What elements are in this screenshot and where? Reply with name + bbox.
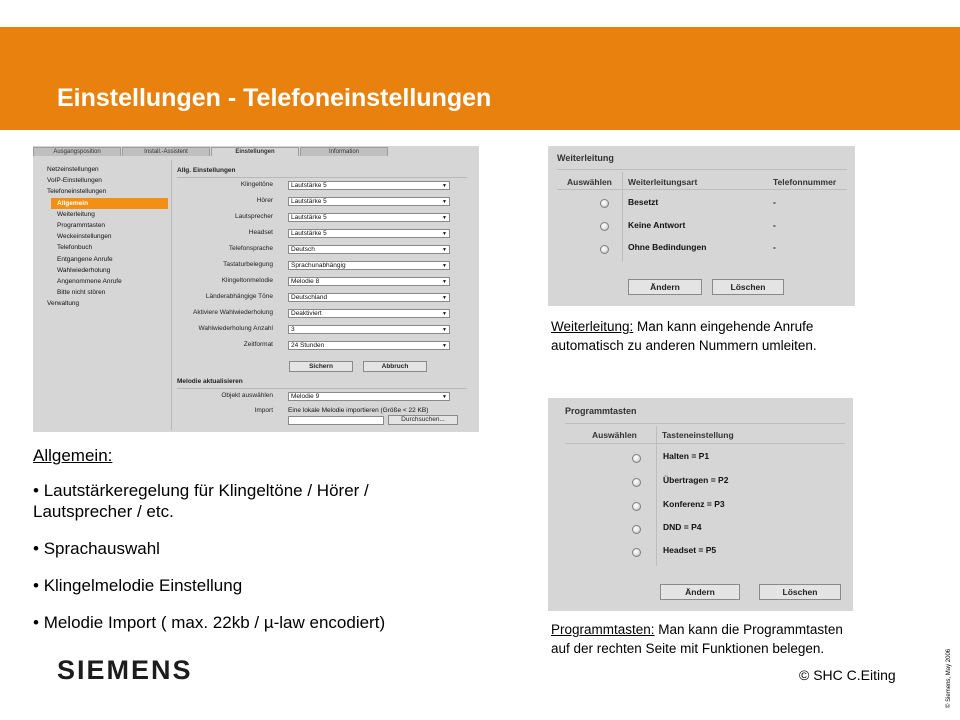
col-header-number: Telefonnummer [773,177,837,187]
delete-button[interactable]: Löschen [759,584,841,600]
sidebar-item-telefonbuch[interactable]: Telefonbuch [57,244,93,252]
cancel-button[interactable]: Abbruch [363,361,427,372]
field-label-telefonsprache: Telefonsprache [228,245,273,252]
general-heading: Allgemein: [33,446,113,465]
field-label-klingeltoene: Klingeltöne [240,181,273,188]
field-label-klingeltonmelodie: Klingeltonmelodie [221,277,273,284]
field-label-tastaturbelegung: Tastaturbelegung [223,261,273,268]
sidebar-item-entgangene-anrufe[interactable]: Entgangene Anrufe [57,255,113,263]
chevron-down-icon: ▼ [442,327,447,333]
radio-key-p3[interactable] [632,502,641,511]
sidebar-item-weiterleitung[interactable]: Weiterleitung [57,210,95,218]
program-keys-screenshot [548,398,853,611]
select-telefonsprache[interactable] [288,245,450,254]
chevron-down-icon: ▼ [442,199,447,205]
row-type: Besetzt [628,197,659,207]
select-value: 3 [291,326,295,333]
bullet-item: • Klingelmelodie Einstellung [33,576,243,595]
col-header-type: Weiterleitungsart [628,177,698,187]
sidebar-item-bitte-nicht-stoeren[interactable]: Bitte nicht stören [57,289,106,297]
field-label-hoerer: Hörer [256,197,273,204]
key-setting: Halten = P1 [663,451,710,461]
save-button[interactable]: Sichern [289,361,353,372]
select-value: Lautstärke 5 [291,230,327,237]
row-number: - [773,197,776,207]
tab-einstellungen[interactable]: Einstellungen [211,147,299,156]
change-button[interactable]: Ändern [660,584,740,600]
select-value: Deutsch [291,246,315,253]
field-label-zeitformat: Zeitformat [243,341,273,348]
row-type: Ohne Bedindungen [628,242,707,252]
sidebar-item-telefoneinstellungen[interactable]: Telefoneinstellungen [47,188,107,196]
caption-label: Programmtasten: [551,622,655,637]
field-label-laenderabhaengige-toene: Länderabhängige Töne [205,293,273,300]
import-file-input[interactable] [288,416,384,425]
panel-rule [557,189,847,190]
radio-besetzt[interactable] [600,199,609,208]
radio-ohne-bedingungen[interactable] [600,245,609,254]
bullet-text: Melodie Import ( max. 22kb / µ-law encodiert) [43,613,386,632]
sidebar-item-programmtasten[interactable]: Programmtasten [57,221,106,229]
select-value: Melodie 9 [291,393,320,400]
caption-text: Man kann die Programmtasten auf der rechten Seite mit Funktionen belegen. [551,622,843,656]
general-bullets [33,480,453,649]
chevron-down-icon: ▼ [442,183,447,189]
field-label-wahlwiederholung-anzahl: Wahlwiederholung Anzahl [198,325,273,332]
bullet-text: Sprachauswahl [43,539,160,558]
section-rule [177,388,467,389]
field-label-aktiviere-wahlwiederholung: Aktiviere Wahlwiederholung [193,309,273,316]
sidebar-item-allgemein[interactable]: Allgemein [51,198,168,209]
sidebar-nav [43,164,169,309]
section-title-melody: Melodie aktualisieren [177,378,243,385]
row-number: - [773,242,776,252]
column-divider [656,426,657,566]
section-rule [177,177,467,178]
chevron-down-icon: ▼ [442,394,447,400]
chevron-down-icon: ▼ [442,295,447,301]
tab-ausgangsposition[interactable]: Ausgangsposition [33,147,121,156]
siemens-logo: SIEMENS [57,655,193,685]
key-setting: Übertragen = P2 [663,475,729,485]
sidebar-item-netzeinstellungen[interactable]: Netzeinstellungen [47,166,99,173]
program-keys-title: Programmtasten [565,406,637,416]
col-header-select: Auswählen [592,430,637,440]
sidebar-item-verwaltung[interactable]: Verwaltung [47,300,80,308]
copyright: © SHC C.Eiting [799,667,896,683]
column-divider [622,172,623,262]
panel-rule [557,169,847,170]
radio-key-p5[interactable] [632,548,641,557]
bullet-item: • Lautstärkeregelung für Klingeltöne / Hörer / Lautsprecher / etc. [33,481,369,521]
key-setting: Konferenz = P3 [663,499,725,509]
forwarding-screenshot [548,146,855,306]
sidebar-item-voip[interactable]: VoIP-Einstellungen [47,177,102,185]
chevron-down-icon: ▼ [442,279,447,285]
caption-text: Man kann eingehende Anrufe automatisch zu anderen Nummern umleiten. [551,319,817,353]
select-laenderabhaengige-toene[interactable] [288,293,450,302]
sidebar-item-weckeinstellungen[interactable]: Weckeinstellungen [57,233,112,241]
chevron-down-icon: ▼ [442,247,447,253]
section-title-general: Allg. Einstellungen [177,167,236,174]
select-klingeltonmelodie[interactable] [288,277,450,286]
radio-keine-antwort[interactable] [600,222,609,231]
change-button[interactable]: Ändern [628,279,702,295]
field-label-lautsprecher: Lautsprecher [235,213,273,220]
settings-screenshot [33,146,479,432]
radio-key-p1[interactable] [632,454,641,463]
forwarding-title: Weiterleitung [557,153,614,163]
panel-rule [565,423,845,424]
title-banner [0,27,960,130]
import-hint: Eine lokale Melodie importieren (Größe < 22 KB) [288,407,429,414]
forwarding-caption [551,317,841,355]
chevron-down-icon: ▼ [442,311,447,317]
select-value: 24 Stunden [291,342,325,349]
select-value: Deutschland [291,294,328,301]
tab-bar [33,146,479,156]
select-objekt[interactable] [288,392,450,401]
select-value: Lautstärke 5 [291,182,327,189]
col-header-setting: Tasteneinstellung [662,430,734,440]
radio-key-p2[interactable] [632,478,641,487]
sidebar-item-angenommene-anrufe[interactable]: Angenommene Anrufe [57,277,122,285]
key-setting: DND = P4 [663,522,702,532]
chevron-down-icon: ▼ [442,263,447,269]
bullet-item: • Melodie Import ( max. 22kb / µ-law encodiert) [33,613,386,632]
select-klingeltoene[interactable] [288,181,450,190]
field-label-import: Import [254,407,273,414]
select-aktiviere-wahlwiederholung[interactable] [288,309,450,318]
tab-information[interactable]: Information [300,147,388,156]
bullet-text: Lautstärkeregelung für Klingeltöne / Hörer / Lautsprecher / etc. [33,481,369,521]
select-tastaturbelegung[interactable] [288,261,450,270]
select-lautsprecher[interactable] [288,213,450,222]
bullet-text: Klingelmelodie Einstellung [43,576,243,595]
select-value: Deaktiviert [291,310,322,317]
browse-button[interactable]: Durchsuchen... [388,415,458,425]
sidebar-item-wahlwiederholung[interactable]: Wahlwiederholung [57,266,111,274]
select-headset[interactable] [288,229,450,238]
select-hoerer[interactable] [288,197,450,206]
slide-title: Einstellungen - Telefoneinstellungen [57,84,492,112]
select-zeitformat[interactable] [288,341,450,350]
delete-button[interactable]: Löschen [712,279,784,295]
caption-label: Weiterleitung: [551,319,634,334]
side-note: © Siemens, May 2006 [946,648,952,708]
select-value: Sprachunabhängig [291,262,346,269]
key-setting: Headset = P5 [663,545,717,555]
select-value: Lautstärke 5 [291,214,327,221]
col-header-select: Auswählen [567,177,612,187]
tab-install-assistent[interactable]: Install.-Assistent [122,147,210,156]
radio-key-p4[interactable] [632,525,641,534]
row-type: Keine Antwort [628,220,686,230]
chevron-down-icon: ▼ [442,343,447,349]
chevron-down-icon: ▼ [442,215,447,221]
select-value: Melodie 8 [291,278,320,285]
select-value: Lautstärke 5 [291,198,327,205]
field-label-objekt: Objekt auswählen [221,392,273,399]
program-keys-caption [551,620,846,658]
row-number: - [773,220,776,230]
bullet-item: • Sprachauswahl [33,539,160,558]
field-label-headset: Headset [248,229,273,236]
chevron-down-icon: ▼ [442,231,447,237]
select-wahlwiederholung-anzahl[interactable] [288,325,450,334]
panel-rule [565,443,845,444]
